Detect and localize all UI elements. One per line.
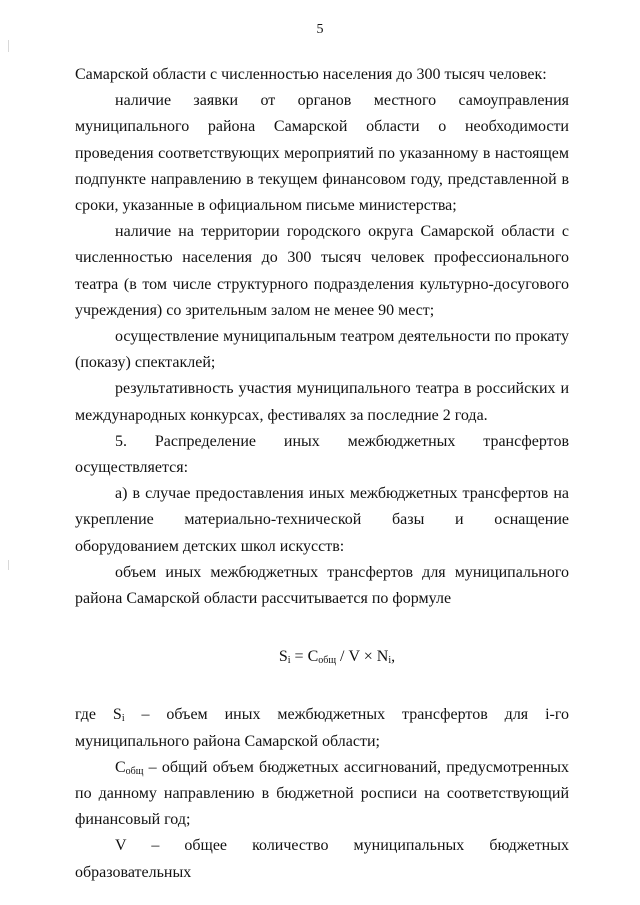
page-number: 5 bbox=[316, 22, 324, 37]
paragraph-application-condition: наличие заявки от органов местного самоуправления муниципального района Самарской области о необходимости проведения соответствующих мероприятий по указанному в настоящем подпункте направлению в текущем финансовом году, представленной в сроки, указанные в официальном письме министерства; bbox=[75, 92, 569, 215]
formula-c-sub: общ bbox=[318, 655, 337, 667]
definition-s-text: – объем иных межбюджетных трансфертов для i-го муниципального района Самарской области; bbox=[75, 706, 570, 750]
paragraph-contest-results: результативность участия муниципального театра в российских и международных конкурсах, фестивалях за последние 2 года. bbox=[75, 380, 569, 424]
paragraph-rental-activity: осуществление муниципальным театром деятельности по прокату (показу) спектаклей; bbox=[75, 328, 569, 372]
paragraph-theatre-condition: наличие на территории городского округа Самарской области с численностью населения до 300 тысяч человек профессионального театра (в том числе структурного подразделения культурно-досугового учреждения) со зрительным залом не менее 90 мест; bbox=[75, 223, 569, 319]
definition-c-pre: C bbox=[115, 758, 126, 776]
formula-mid: / V × N bbox=[336, 648, 389, 666]
paragraph-continuation: Самарской области с численностью населения до 300 тысяч человек: bbox=[75, 66, 547, 83]
formula-s-sub: i bbox=[287, 655, 291, 667]
formula-s: S bbox=[278, 648, 288, 666]
formula-n-sub: i bbox=[388, 655, 392, 667]
definition-s-sub: i bbox=[121, 713, 125, 725]
paragraph-subsection-a: а) в случае предоставления иных межбюджетных трансфертов на укрепление материально-технической базы и оснащение оборудованием детских школ искусств: bbox=[75, 485, 569, 555]
definition-c-sub: общ bbox=[125, 765, 144, 777]
definition-s-pre: где S bbox=[75, 706, 122, 724]
margin-mark-top bbox=[8, 40, 9, 52]
formula bbox=[75, 644, 569, 670]
document-body bbox=[75, 62, 569, 886]
definition-v: V – общее количество муниципальных бюджетных образовательных bbox=[75, 837, 569, 881]
formula-tail: , bbox=[391, 648, 396, 666]
definition-c-text: – общий объем бюджетных ассигнований, предусмотренных по данному направлению в бюджетной росписи на соответствующий финансовый год; bbox=[75, 758, 569, 829]
paragraph-formula-intro: объем иных межбюджетных трансфертов для муниципального района Самарской области рассчитывается по формуле bbox=[75, 563, 569, 608]
paragraph-section-5: 5. Распределение иных межбюджетных трансфертов осуществляется: bbox=[75, 432, 569, 477]
definition-s bbox=[75, 702, 569, 754]
formula-eq: = C bbox=[290, 648, 319, 666]
margin-mark-mid bbox=[8, 560, 9, 570]
definition-c bbox=[75, 755, 569, 834]
